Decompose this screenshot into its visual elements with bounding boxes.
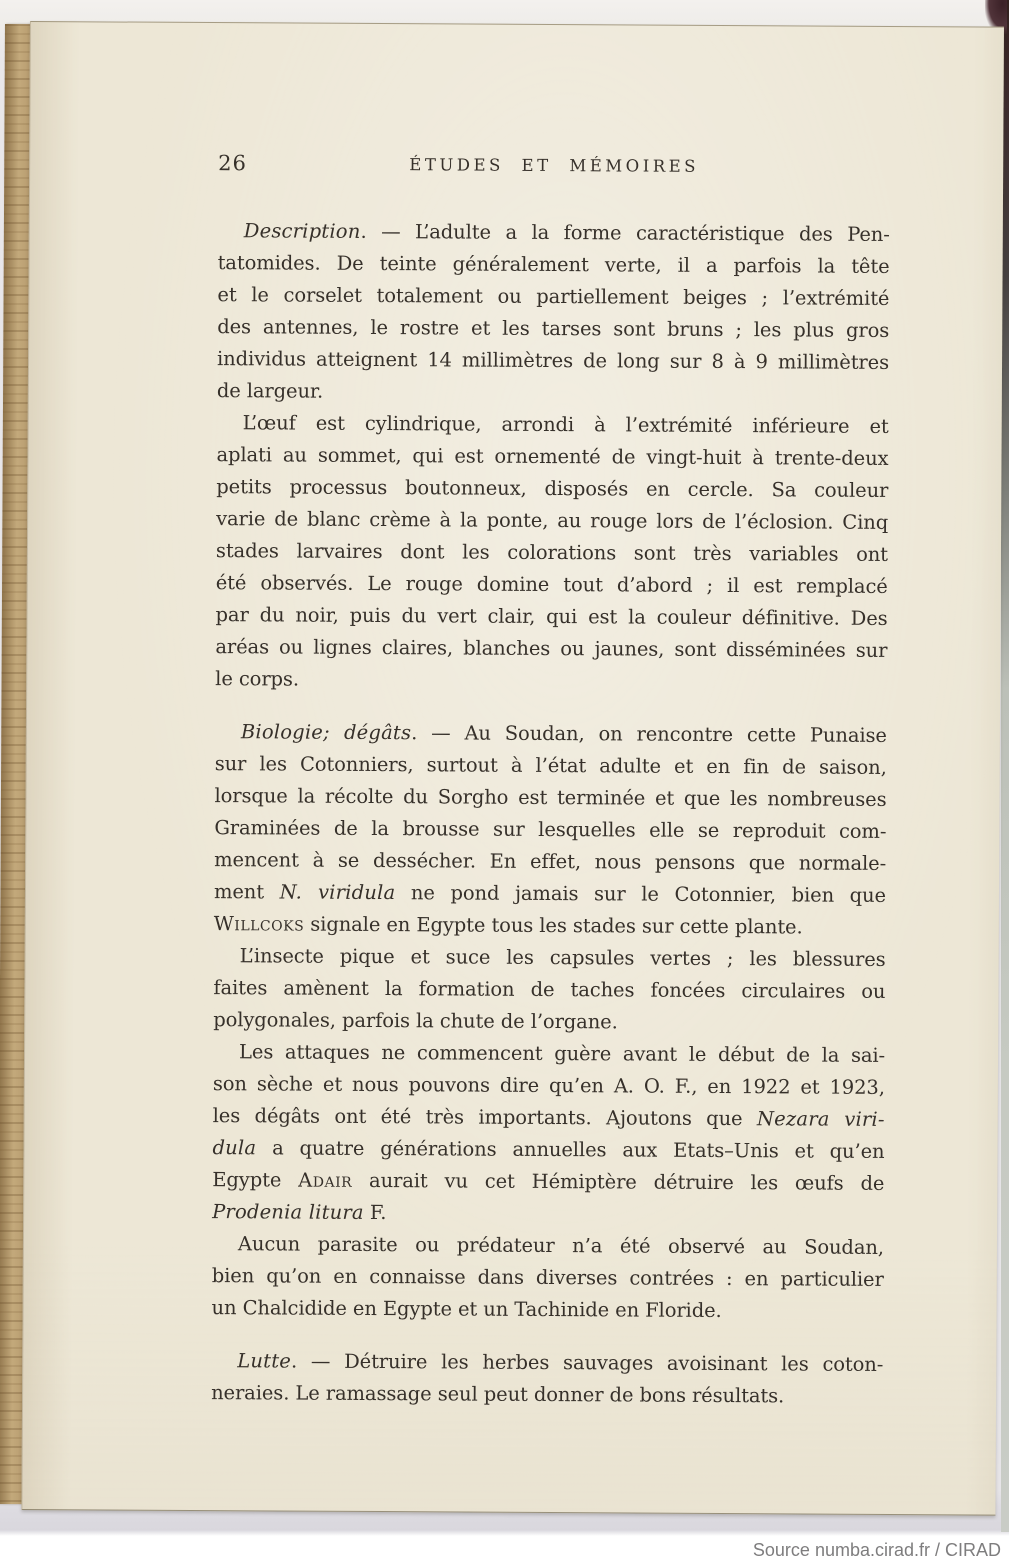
paragraph xyxy=(214,716,887,944)
text-line: neraies. Le ramassage seul peut donner de bons résultats. xyxy=(211,1381,785,1408)
text-line: Les attaques ne commencent guère avant le début de la sai- xyxy=(239,1040,886,1067)
paragraph xyxy=(211,1228,884,1328)
text-line: Lutte. — Détruire les herbes sauvages avoisinant les coton- xyxy=(237,1349,884,1376)
text-line: faites amènent la formation de taches foncées circulaires ou xyxy=(213,976,886,1003)
text-line: polygonales, parfois la chute de l’organe. xyxy=(213,1008,618,1034)
paragraph xyxy=(211,1345,883,1413)
paragraph xyxy=(217,215,890,411)
text-line: Graminées de la brousse sur lesquelles elle se reproduit com- xyxy=(214,816,887,843)
text-line: lorsque la récolte du Sorgho est terminée et que les nombreuses xyxy=(214,784,887,811)
text-line: Willcoks signale en Egypte tous les stades sur cette plante. xyxy=(213,912,803,939)
text-line: L’insecte pique et suce les capsules vertes ; les blessures xyxy=(239,944,886,971)
text-line: et le corselet totalement ou partiellement beiges ; l’extrémité xyxy=(217,283,890,310)
body-text xyxy=(211,215,890,1413)
text-line: Egypte Adair aurait vu cet Hémiptère détruire les œufs de xyxy=(212,1168,885,1195)
paragraph xyxy=(215,407,889,699)
text-line: ment N. viridula ne pond jamais sur le Cotonnier, bien que xyxy=(213,880,887,907)
text-line: un Chalcidide en Egypte et un Tachinide en Floride. xyxy=(211,1296,722,1323)
text-line: aplati au sommet, qui est ornementé de vingt-huit à trente-deux xyxy=(216,443,889,470)
page-content xyxy=(211,151,890,1413)
paragraph xyxy=(213,940,886,1040)
running-head xyxy=(218,151,890,179)
text-line: individus atteignent 14 millimètres de long sur 8 à 9 millimètres xyxy=(216,347,890,374)
text-line: petits processus boutonneux, disposés en cercle. Sa couleur xyxy=(216,475,889,502)
text-line: son sèche et nous pouvons dire qu’en A. O. F., en 1922 et 1923, xyxy=(212,1072,885,1099)
text-line: varie de blanc crème à la ponte, au rouge lors de l’éclosion. Cinq xyxy=(216,507,889,534)
text-line: Biologie; dégâts. — Au Soudan, on rencontre cette Punaise xyxy=(240,720,887,747)
text-line: Description. — L’adulte a la forme caractéristique des Pen- xyxy=(243,219,890,246)
text-line: mencent à se dessécher. En effet, nous pensons que normale- xyxy=(214,848,887,875)
text-line: été observés. Le rouge domine tout d’abord ; il est remplacé xyxy=(215,571,888,598)
text-line: les dégâts ont été très importants. Ajoutons que Nezara viri- xyxy=(212,1104,885,1131)
text-line: par du noir, puis du vert clair, qui est la couleur définitive. Des xyxy=(215,603,888,630)
text-line: tatomides. De teinte généralement verte, il a parfois la tête xyxy=(217,251,890,278)
source-credit: Source numba.cirad.fr / CIRAD xyxy=(752,1540,1001,1560)
paragraph xyxy=(212,1036,885,1232)
text-line: sur les Cotonniers, surtout à l’état adulte et en fin de saison, xyxy=(214,752,887,779)
running-header-title: ÉTUDES ET MÉMOIRES xyxy=(409,155,700,176)
text-line: des antennes, le rostre et les tarses sont bruns ; les plus gros xyxy=(217,315,890,342)
text-line: Aucun parasite ou prédateur n’a été observé au Soudan, xyxy=(237,1232,885,1259)
text-line: le corps. xyxy=(215,667,300,691)
page-scan xyxy=(21,21,1004,1516)
text-line: dula a quatre générations annuelles aux Etats–Unis et qu’en xyxy=(212,1136,885,1163)
text-line: stades larvaires dont les colorations sont très variables ont xyxy=(215,539,889,566)
text-line: aréas ou lignes claires, blanches ou jaunes, sont disséminées sur xyxy=(215,635,888,662)
text-line: L’œuf est cylindrique, arrondi à l’extrémité inférieure et xyxy=(242,411,889,438)
text-line: de largeur. xyxy=(216,379,324,403)
page-number: 26 xyxy=(218,151,247,176)
text-line: Prodenia litura F. xyxy=(212,1200,387,1225)
text-line: bien qu’on en connaisse dans diverses contrées : en particulier xyxy=(211,1264,884,1291)
